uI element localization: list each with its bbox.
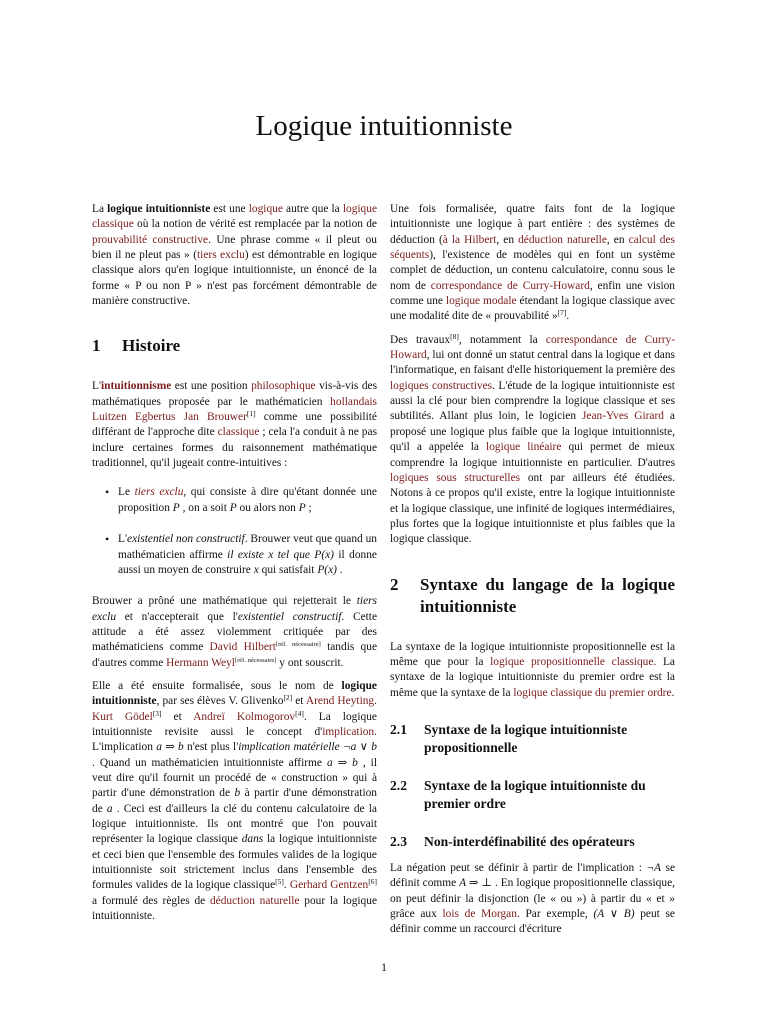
operateurs-paragraph [390,861,675,938]
section-number: 1 [92,336,101,356]
text-run: . Ceci est d'ailleurs la clé du contenu calculatoire de la logique intuitionniste. Ils ont montré que l'on pouvait représenter la logique classique [92,802,377,846]
text-run: , notamment la [458,333,546,346]
intro-paragraph [92,202,377,309]
text-run: . L'étude de la logique intuitionniste est aussi la clé pour bien comprendre la logique classique et ses subtilités. Allant plus loin, le logicien [390,379,675,423]
text-run: ¬a ∨ b [342,741,377,754]
section-title: Syntaxe du langage de la logique intuitionniste [420,574,675,616]
wiki-link[interactable]: Jean-Yves Girard [582,410,664,423]
subsection-title: Syntaxe de la logique intuitionniste propositionnelle [424,721,628,755]
section-title: Histoire [122,336,181,356]
subsection-title: Syntaxe de la logique intuitionniste du premier ordre [424,777,646,811]
citation-ref: [réf. nécessaire] [275,641,321,649]
text-run: . [671,686,675,699]
citation-ref: [2] [283,693,293,703]
wiki-link[interactable]: logique linéaire [486,441,562,454]
wiki-link[interactable]: logiques constructives [390,379,493,392]
text-run: P(x) [314,548,334,561]
text-run: tiers exclu [92,595,377,623]
citation-ref: [5] [275,877,284,887]
histoire-paragraph-3 [92,679,377,925]
wiki-link[interactable]: déduction naturelle [518,233,607,246]
text-run: . La syntaxe de la logique intuitionniste du premier ordre est la même que la syntaxe de la [390,655,675,699]
text-run: tel que [277,548,310,561]
wiki-link[interactable]: à la Hilbert [442,233,497,246]
text-run: . [336,563,343,576]
text-run: existentiel non constructif [127,533,245,546]
text-run: a ⇒ b [156,741,184,754]
wiki-link[interactable]: David Hilbert [209,641,276,654]
text-run: autre que la [282,203,343,215]
text-run: n'est plus l' [183,741,239,754]
text-run: implication matérielle [238,741,340,754]
wiki-link[interactable]: logique [248,203,283,215]
right-column [390,202,675,946]
text-run: il existe [227,548,264,561]
text-run: a proposé une logique plus faible que la logique intuitionniste, qu'il a appelée la [390,410,675,454]
text-run: vis-à-vis des mathématiques proposée par le mathématicien [92,380,378,408]
text-run: P [172,501,180,514]
text-run: et [292,695,306,708]
wiki-link[interactable]: Andreï Kolmogorov [193,710,296,723]
wiki-link[interactable]: tiers exclu [197,249,245,262]
text-run: est une position [171,380,252,393]
text-run: , lui ont donné un statut central dans la logique et dans l'informatique, en faisant d'elle historiquement la première des [390,349,675,377]
subsection-title: Non-interdéfinabilité des opérateurs [424,833,635,849]
wiki-link[interactable]: prouvabilité constructive [92,233,209,246]
page-title: Logique intuitionniste [255,110,513,142]
text-run: L' [92,380,102,393]
text-run: La syntaxe de la logique intuitionniste propositionnelle est la même que pour la [390,640,675,668]
text-run: , en [496,233,519,246]
text-run: . En logique propositionnelle classique, on peut définir la disjonction (le « ou ») à partir du « et » grâce aux [390,877,675,920]
text-run: ont par ailleurs été étudiées. Notons à ce propos qu'il existe, entre la logique intuitionniste et la logique classique, une infinité de logiques intermédiaires, plus fortes que la logique intuitionniste et plus faibles que la logique classique. [390,471,675,546]
list-item [118,485,377,516]
page-number: 1 [381,960,387,974]
text-run: ; cela l'a conduit à ne pas inclure certaines formes du raisonnement mathématique traditionnel, qu'il jugeait contre-intuitives : [92,426,377,470]
text-run: Des travaux [390,333,451,346]
right-paragraph-2 [390,333,675,548]
text-run: . [566,310,570,323]
histoire-paragraph-1 [92,379,377,471]
section-number: 2 [390,574,399,594]
wiki-link[interactable]: classique [217,426,260,439]
text-run: et [161,710,194,723]
text-run: , qui consiste à dire qu'étant donnée une proposition [118,486,377,514]
text-run: , en [606,233,629,246]
text-run: logique intuitionniste [107,203,211,215]
right-paragraph-1 [390,202,675,325]
text-run: x [253,563,259,576]
text-run: (A ∨ B) [593,907,635,920]
bullet-list [92,485,377,578]
wiki-link[interactable]: Gerhard Gentzen [289,879,369,892]
wiki-link[interactable]: lois de Morgan [442,907,517,920]
text-run: Le [118,486,135,499]
text-run: existentiel constructif [237,610,342,623]
wiki-link[interactable]: déduction naturelle [209,894,300,907]
wiki-link[interactable]: correspondance de Curry-Howard [430,279,590,292]
text-run: a formulé des règles de [92,894,210,907]
subsection-number: 2.1 [390,721,407,737]
text-run: La [92,203,108,215]
text-run: la logique intuitionniste et ceci bien que l'ensemble des formules valides de la logique intuitionniste soit strictement inclus dans l'ensemble des formules valides de la logique classique [92,833,377,892]
section-heading-histoire [92,335,377,357]
text-run: a ⇒ b [326,756,358,769]
section-heading-syntaxe [390,574,675,618]
wiki-link[interactable]: hollandais [330,395,377,408]
text-run: il donne aussi un moyen de construire [118,548,377,576]
wiki-link[interactable]: calcul des séquents [390,233,675,262]
text-run: où la notion de vérité est remplacée par la notion de [133,218,377,231]
wiki-link[interactable]: Kurt Gödel [92,710,153,723]
wiki-link[interactable]: logique classique du premier ordre [513,686,672,699]
citation-ref: [6] [368,877,377,887]
text-run: se définit comme [390,861,675,890]
subsection-number: 2.3 [390,833,407,849]
text-run: . L'implication [92,725,377,754]
text-run: ; [305,501,312,514]
text-run: étendant la logique classique avec une modalité dite de « prouvabilité » [390,295,676,323]
citation-ref: [4] [295,708,304,718]
text-run: Une fois formalisée, quatre faits font de la logique intuitionniste une logique à part entière : des systèmes de déduction ( [390,203,675,246]
text-run: , il veut dire qu'il fournit un procédé de « construction » qui à partir d'une démonstration de [92,756,378,800]
subsection-number: 2.2 [390,777,407,793]
text-run: . Brouwer veut que quand un mathématicien affirme [118,533,377,561]
text-run: dans [241,833,264,846]
text-run: peut se définir comme un raccourci d'écriture [390,907,675,936]
left-column [92,202,377,932]
text-run: à partir d'une démonstration de [92,787,377,815]
text-run: Brouwer a prôné une mathématique qui rejetterait le [92,595,357,608]
text-run: . Par exemple, [516,907,594,920]
text-run: et n'accepterait que l' [116,610,238,623]
text-run: ), l'existence de modèles qui en font un système complet de déduction, un contenu calculatoire, connu sous le nom de [390,249,675,292]
wiki-link[interactable]: intuitionnisme [101,380,172,393]
text-run: logique intuitionniste [92,679,377,708]
text-run: P(x) [317,563,337,576]
wiki-link[interactable]: logique modale [445,295,517,308]
text-run: L' [118,533,128,546]
wiki-link[interactable]: logique classique [92,203,377,231]
text-run: . [374,695,377,708]
text-run: b [234,787,241,800]
text-run: a [106,802,113,815]
citation-ref: [3] [152,708,162,718]
text-run: , par ses élèves V. Glivenko [156,695,284,708]
citation-ref: [réf. nécessaire] [234,656,277,664]
text-run: P [229,501,237,514]
text-run: x [268,548,274,561]
histoire-paragraph-2 [92,594,377,671]
subsection-heading-2-1 [390,721,675,757]
wiki-link[interactable]: philosophique [251,380,316,393]
subsection-heading-2-3 [390,833,675,851]
text-run: Elle a été ensuite formalisée, sous le nom de [92,679,342,692]
text-run: A ⇒ ⊥ [459,877,493,890]
text-run: . Une phrase comme « il pleut ou bien il ne pleut pas » ( [92,233,377,262]
text-run: . [283,879,290,892]
wiki-link[interactable]: logiques sous structurelles [390,471,521,484]
citation-ref: [7] [557,308,567,318]
wiki-link[interactable]: logique propositionnelle classique [490,655,654,668]
text-run: ¬A [646,861,662,874]
text-run: La négation peut se définir à partir de l'implication : [390,861,647,874]
text-run: . La logique intuitionniste revisite aussi le concept d' [92,710,377,738]
text-run: qui permet de mieux comprendre la logique intuitionniste en particulier. D'autres [390,441,676,469]
text-run: comme une possibilité différant de l'approche dite [92,411,377,439]
text-run: qui satisfait [258,563,318,576]
wiki-link[interactable]: tiers exclu [134,486,184,499]
citation-ref: [8] [450,331,459,341]
text-run: , on a soit [179,501,230,514]
text-run: ou alors non [236,501,299,514]
syntaxe-paragraph [390,640,675,701]
text-run: P [298,501,306,514]
text-run: est une [210,203,249,215]
wiki-link[interactable]: Luitzen Egbertus Jan Brouwer [92,411,247,424]
wiki-link[interactable]: implication [322,725,375,738]
text-run: tandis que d'autres comme [92,641,378,669]
text-run: y ont souscrit. [276,656,344,669]
list-item [118,532,377,578]
text-run: , enfin une vision comme une [390,279,675,308]
wiki-link[interactable]: Arend Heyting [305,695,375,708]
citation-ref: [1] [246,409,256,419]
text-run: ) est démontrable en logique classique alors qu'en logique intuitionniste, un énoncé de la forme « P ou non P » n'est pas forcément démontrable de manière constructive. [92,249,377,308]
wiki-link[interactable]: correspondance de Curry-Howard [390,333,675,362]
subsection-heading-2-2 [390,777,675,813]
wiki-link[interactable]: Hermann Weyl [166,656,235,669]
text-run: pour la logique intuitionniste. [92,894,378,923]
text-run: . Cette attitude a été assez violemment critiquée par des mathématiciens comme [92,610,378,654]
text-run: . Quand un mathématicien intuitionniste affirme [92,756,327,769]
